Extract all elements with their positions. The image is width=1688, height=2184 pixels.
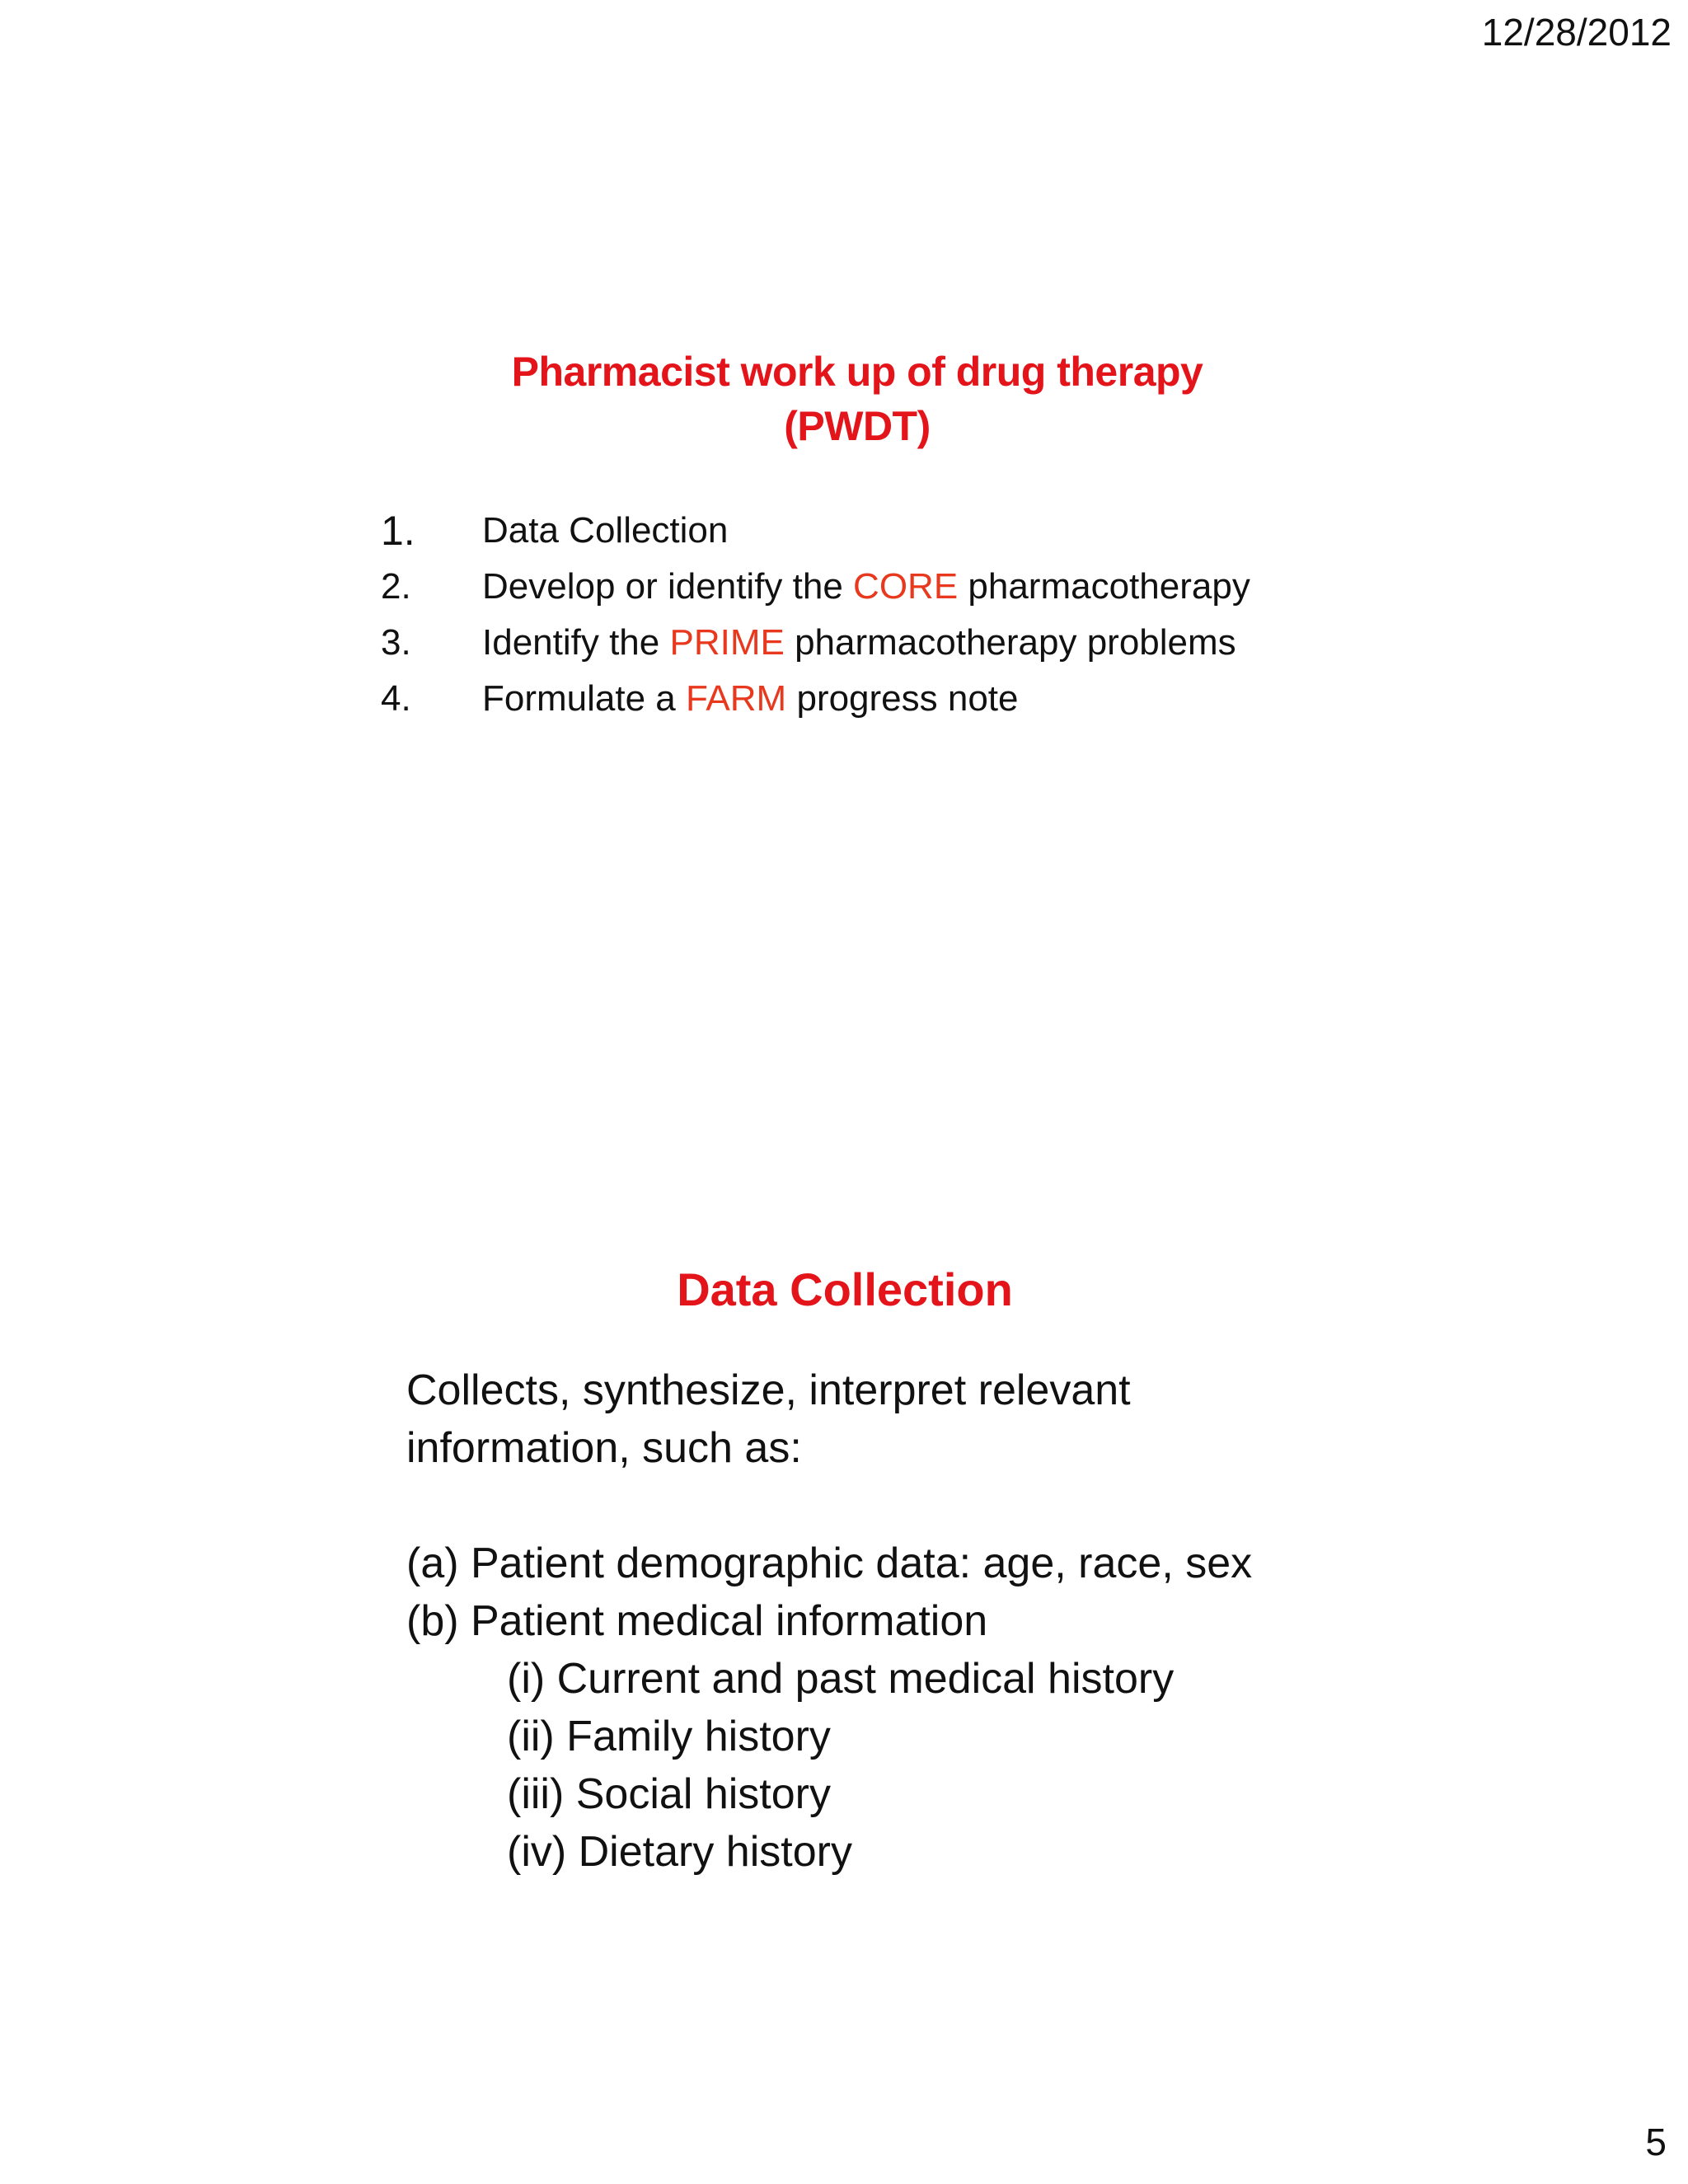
slide-pwdt bbox=[0, 330, 1688, 758]
page-number: 5 bbox=[1645, 2121, 1667, 2163]
step-text bbox=[482, 559, 1250, 615]
intro-line-2: information, such as: bbox=[406, 1424, 802, 1472]
page-date: 12/28/2012 bbox=[1481, 11, 1672, 54]
sub-item: (i) Current and past medical history bbox=[507, 1655, 1175, 1703]
intro-line-1: Collects, synthesize, interpret relevant bbox=[406, 1366, 1131, 1414]
item-b: (b) Patient medical information bbox=[406, 1597, 988, 1645]
slide-title-line-2: (PWDT) bbox=[784, 403, 931, 449]
step-text-before: Data Collection bbox=[482, 510, 729, 551]
step-text-after: pharmacotherapy bbox=[958, 566, 1250, 607]
sub-item: (ii) Family history bbox=[507, 1713, 831, 1760]
paragraph-spacer bbox=[406, 1477, 1252, 1535]
step-text-after: pharmacotherapy problems bbox=[784, 622, 1236, 663]
step-acronym: CORE bbox=[853, 566, 959, 607]
sub-item: (iv) Dietary history bbox=[507, 1828, 852, 1876]
slide-title bbox=[412, 344, 1302, 453]
step-text bbox=[482, 503, 728, 559]
step-text-after: progress note bbox=[786, 678, 1019, 719]
slide-title-line-1: Pharmacist work up of drug therapy bbox=[511, 349, 1203, 395]
step-text-before: Formulate a bbox=[482, 678, 686, 719]
slide-data-collection bbox=[0, 1236, 1688, 1896]
data-collection-body bbox=[406, 1361, 1252, 1881]
step-text bbox=[482, 671, 1019, 727]
step-acronym: PRIME bbox=[669, 622, 785, 663]
step-number: 3. bbox=[381, 622, 411, 663]
step-acronym: FARM bbox=[685, 678, 787, 719]
step-text-before: Develop or identify the bbox=[482, 566, 854, 607]
step-number: 4. bbox=[381, 678, 411, 719]
item-a: (a) Patient demographic data: age, race, sex bbox=[406, 1540, 1253, 1587]
step-number: 2. bbox=[381, 566, 411, 607]
sub-item: (iii) Social history bbox=[507, 1770, 831, 1818]
step-text bbox=[482, 615, 1236, 671]
step-text-before: Identify the bbox=[482, 622, 670, 663]
step-number: 1. bbox=[381, 508, 415, 554]
slide-title: Data Collection bbox=[677, 1263, 1013, 1315]
